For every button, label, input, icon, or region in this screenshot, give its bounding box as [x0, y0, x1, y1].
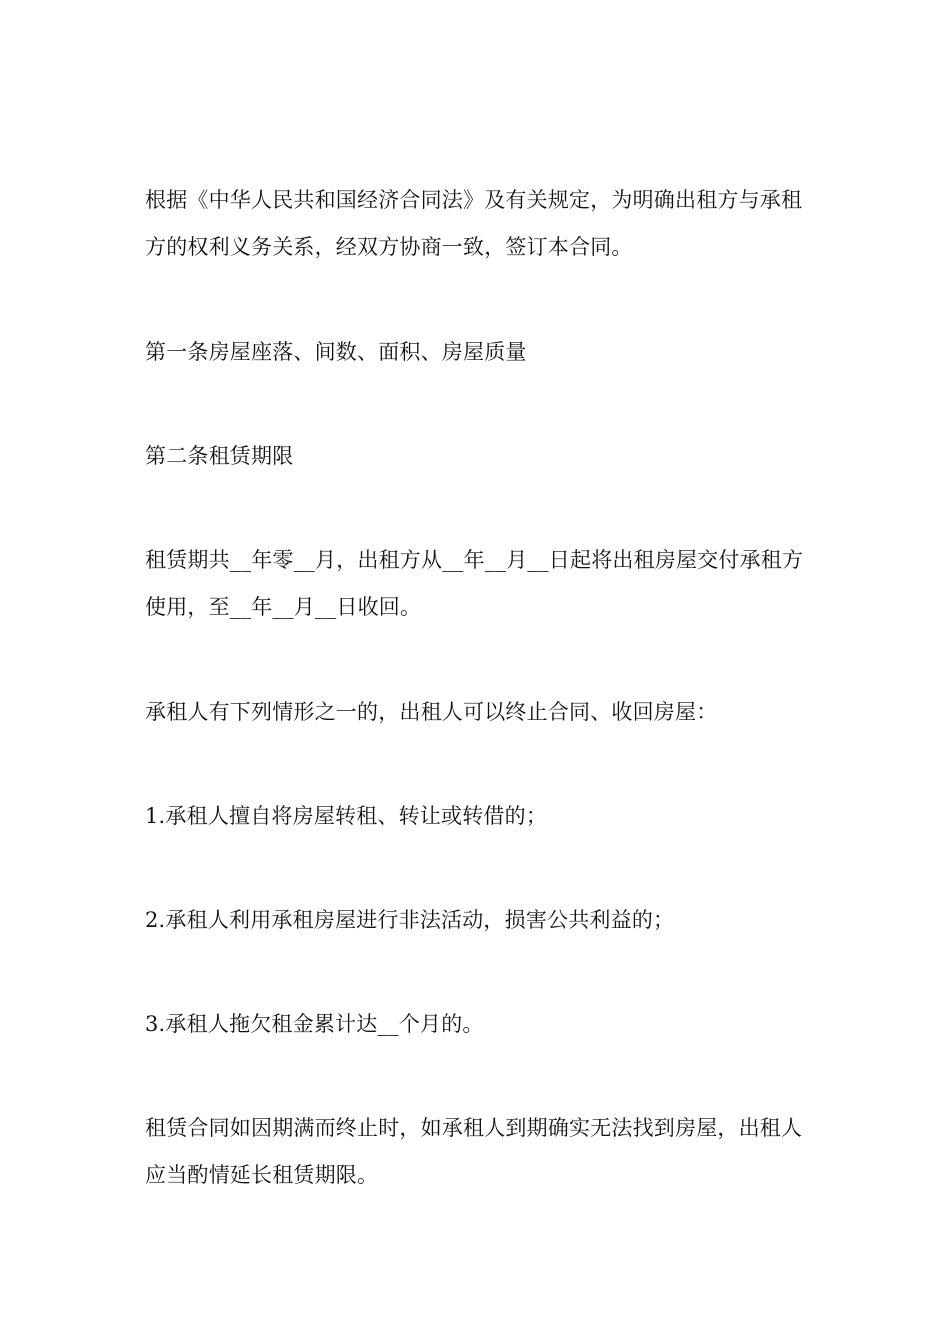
document-body [145, 177, 810, 1199]
paragraph-preamble: 根据《中华人民共和国经济合同法》及有关规定，为明确出租方与承租方的权利义务关系，经双方协商一致，签订本合同。 [145, 188, 803, 259]
paragraph-expiry-extension: 租赁合同如因期满而终止时，如承租人到期确实无法找到房屋，出租人应当酌情延长租赁期限。 [145, 1116, 803, 1187]
list-item-3: 3.承租人拖欠租金累计达__个月的。 [145, 1012, 484, 1036]
list-item-2: 2.承租人利用承租房屋进行非法活动，损害公共利益的； [145, 908, 675, 932]
paragraph-termination-conditions: 承租人有下列情形之一的，出租人可以终止合同、收回房屋： [145, 700, 718, 724]
paragraph-lease-term: 租赁期共__年零__月，出租方从__年__月__日起将出租房屋交付承租方使用，至__年__月__日收回。 [145, 548, 804, 619]
heading-article-1: 第一条房屋座落、间数、面积、房屋质量 [145, 340, 527, 364]
heading-article-2: 第二条租赁期限 [145, 444, 294, 468]
list-item-1: 1.承租人擅自将房屋转租、转让或转借的； [145, 804, 548, 828]
